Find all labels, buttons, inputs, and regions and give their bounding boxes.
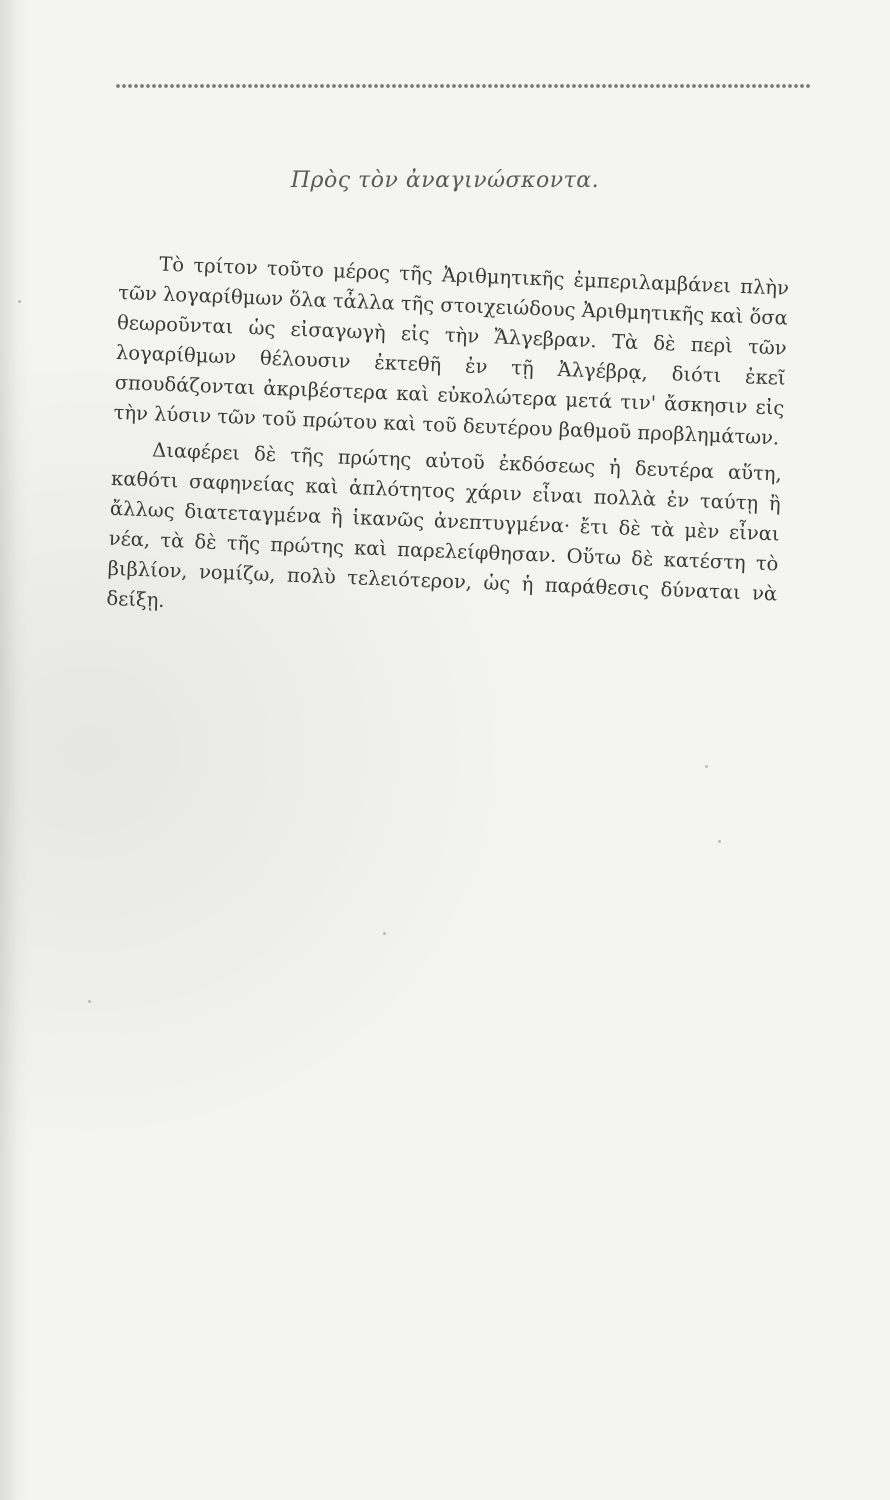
paper-speck — [18, 300, 21, 303]
paper-speck — [383, 932, 386, 935]
decorative-rule — [115, 82, 810, 90]
paragraph-1: Τὸ τρίτον τοῦτο μέρος τῆς Ἀριθμητικῆς ἐμπεριλαμβάνει πλὴν τῶν λογαρίθμων ὅλα τἆλλα τῆς στοιχειώδους Ἀριθμητικῆς καὶ ὅσα θεωροῦνται ὡς εἰσαγωγὴ εἰς τὴν Ἄλγεβραν. Τὰ δὲ περὶ τῶν λογαρίθμων θέλουσιν ἐκτεθῆ ἐν τῇ Ἀλγέβρᾳ, διότι ἐκεῖ σπουδάζονται ἀκριβέστερα καὶ εὐκολώτερα μετά τιν' ἄσκησιν εἰς τὴν λύσιν τῶν τοῦ πρώτου καὶ τοῦ δευτέρου βαθμοῦ προβλημάτων. — [113, 252, 790, 450]
paper-speck — [705, 765, 708, 768]
preface-text — [106, 248, 790, 639]
paragraph-2: Διαφέρει δὲ τῆς πρώτης αὐτοῦ ἐκδόσεως ἡ δευτέρα αὕτη, καθότι σαφηνείας καὶ ἁπλότητος χάριν εἶναι πολλὰ ἐν ταύτῃ ἢ ἄλλως διατεταγμένα ἢ ἱκανῶς ἀνεπτυγμένα· ἔτι δὲ τὰ μὲν εἶναι νέα, τὰ δὲ τῆς πρώτης καὶ παρελείφθησαν. Οὕτω δὲ κατέστη τὸ βιβλίον, νομίζω, πολὺ τελειότερον, ὡς ἡ παράθεσις δύναται νὰ δείξῃ. — [106, 438, 783, 612]
paper-speck — [88, 1000, 91, 1003]
page-heading: Πρὸς τὸν ἀναγινώσκοντα. — [290, 168, 600, 193]
paper-speck — [718, 840, 721, 843]
